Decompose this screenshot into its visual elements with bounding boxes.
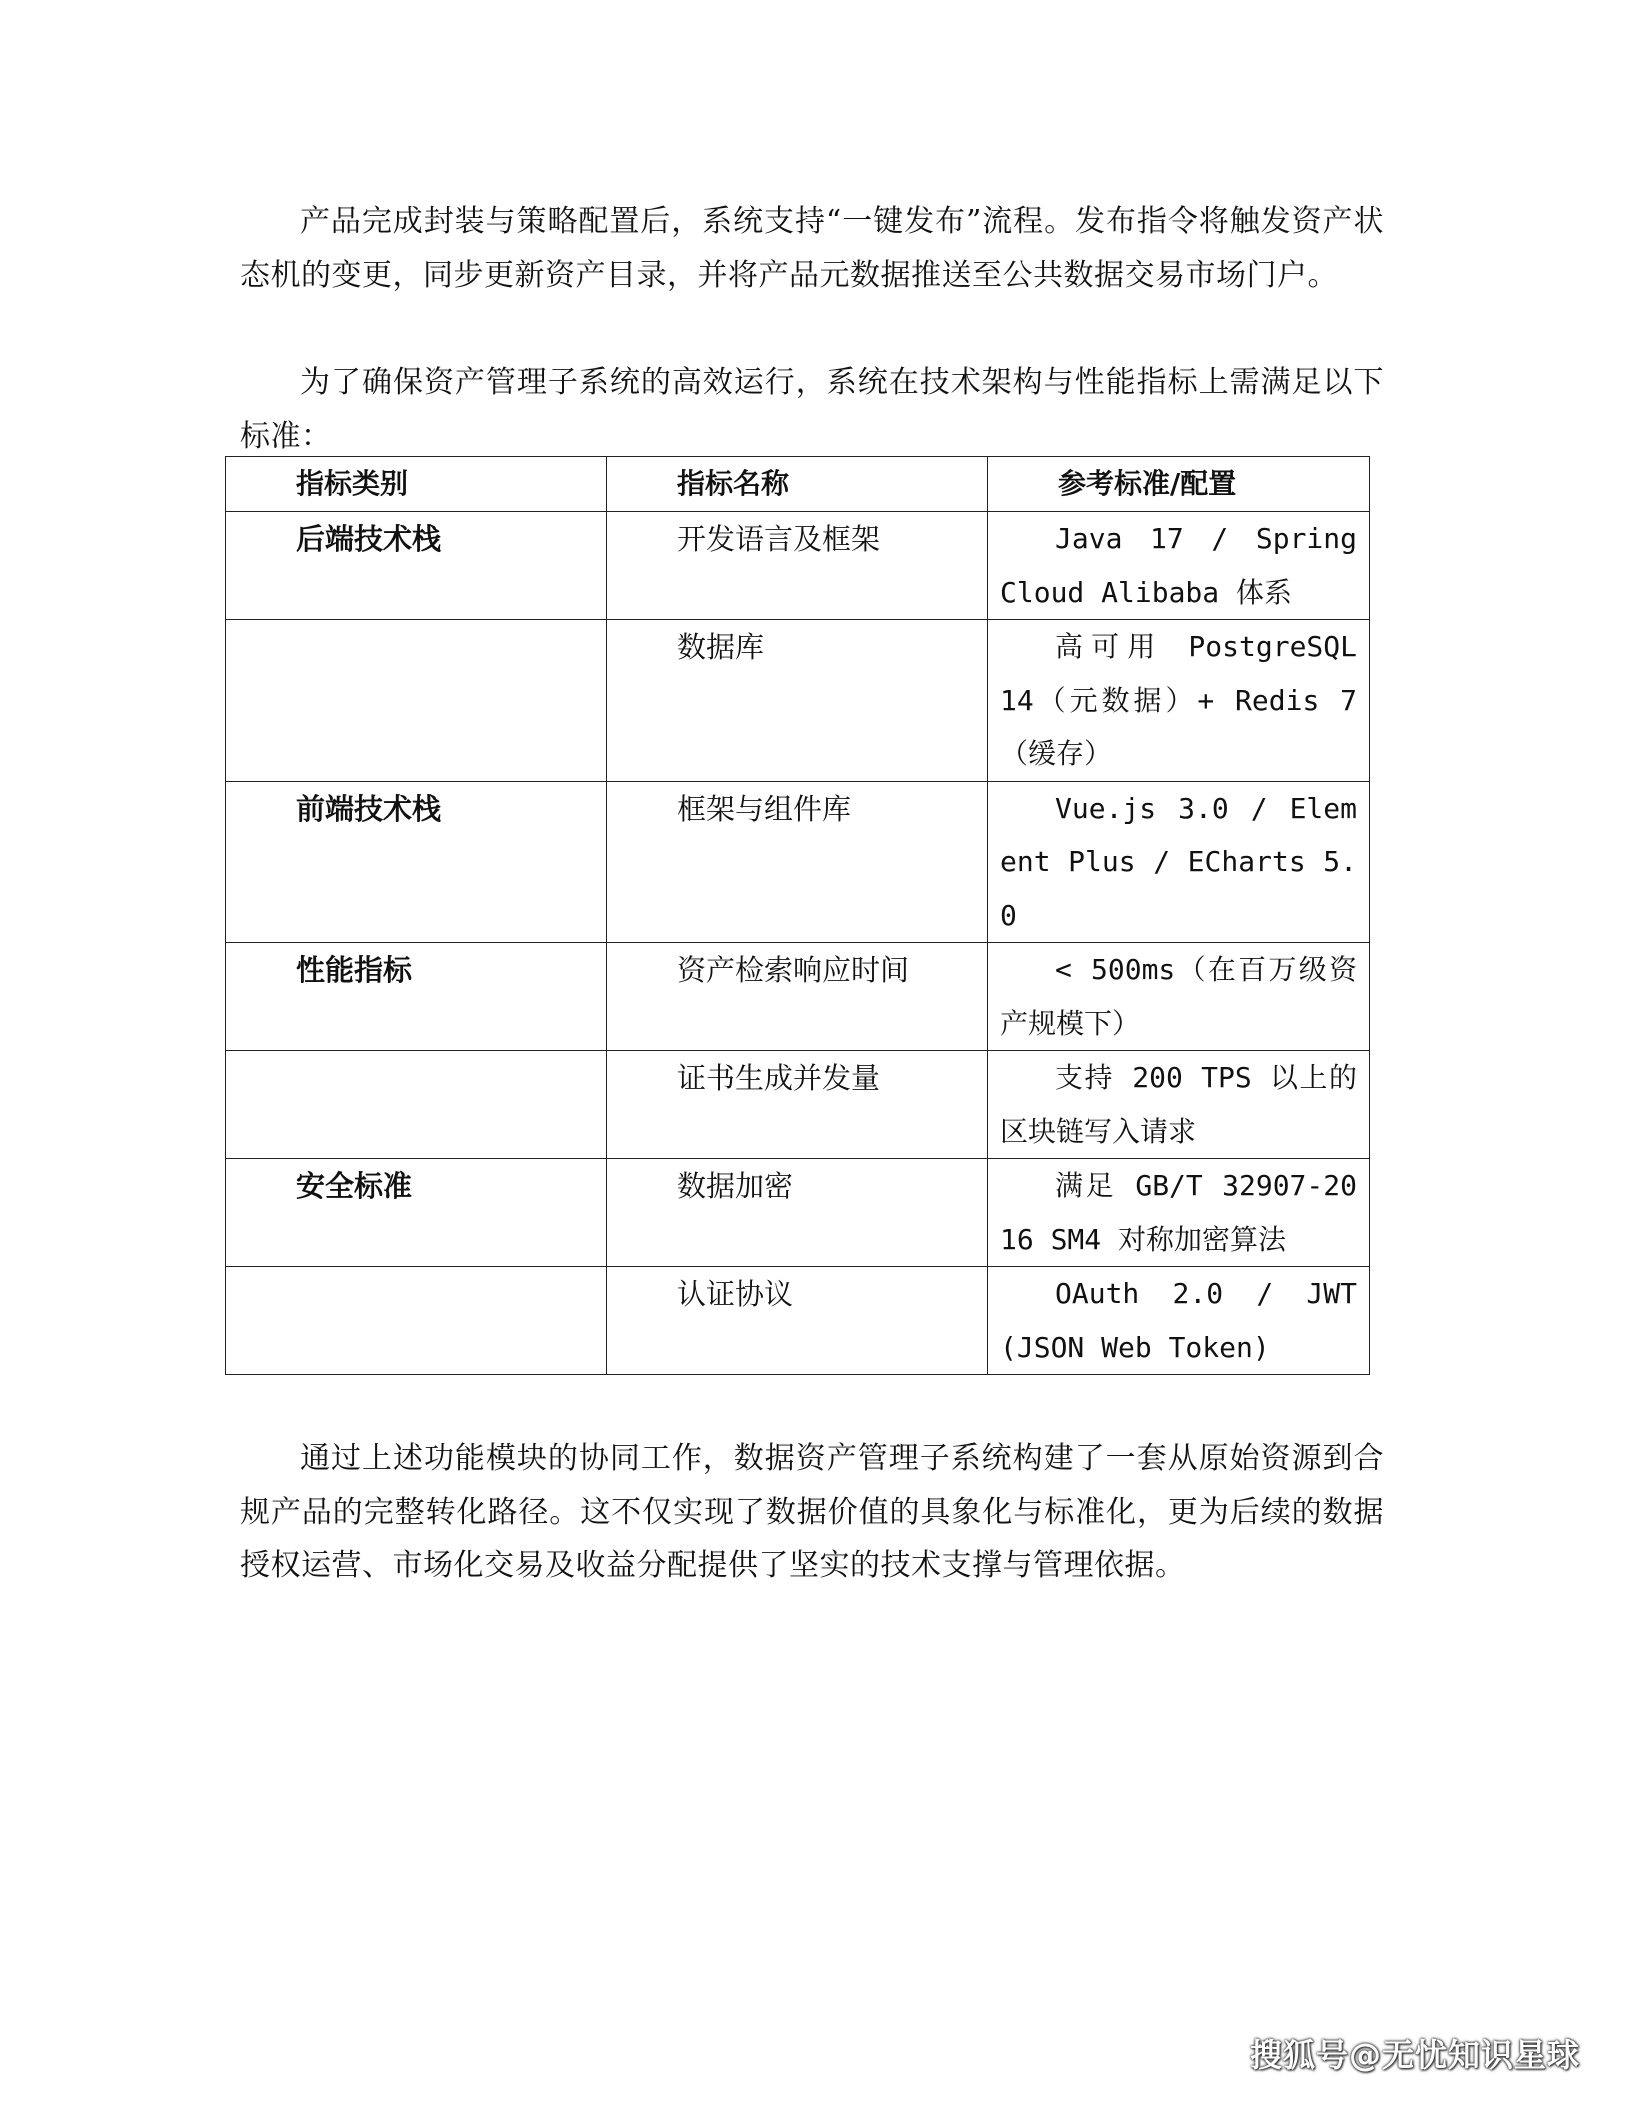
row-category	[226, 620, 607, 782]
table-row	[226, 781, 1370, 943]
row-standard: Vue.js 3.0 / Element Plus / ECharts 5.0	[988, 781, 1370, 943]
row-name: 框架与组件库	[607, 781, 988, 943]
table-row	[226, 1267, 1370, 1375]
table-row	[226, 1159, 1370, 1267]
row-standard: 满足 GB/T 32907-2016 SM4 对称加密算法	[988, 1159, 1370, 1267]
row-standard: 高可用 PostgreSQL 14（元数据）+ Redis 7（缓存）	[988, 620, 1370, 782]
row-standard: OAuth 2.0 / JWT (JSON Web Token)	[988, 1267, 1370, 1375]
watermark: 搜狐号@无忧知识星球	[1249, 2036, 1580, 2074]
intro-paragraph: 产品完成封装与策略配置后，系统支持“一键发布”流程。发布指令将触发资产状态机的变更，同步更新资产目录，并将产品元数据推送至公共数据交易市场门户。	[240, 204, 1384, 293]
table-row	[226, 943, 1370, 1051]
row-category: 性能指标	[226, 943, 607, 1051]
header-standard: 参考标准/配置	[988, 457, 1370, 512]
header-name: 指标名称	[607, 457, 988, 512]
row-name: 认证协议	[607, 1267, 988, 1375]
header-category: 指标类别	[226, 457, 607, 512]
row-name: 开发语言及框架	[607, 512, 988, 620]
row-category	[226, 1051, 607, 1159]
table-row	[226, 512, 1370, 620]
row-name: 数据加密	[607, 1159, 988, 1267]
row-category: 前端技术栈	[226, 781, 607, 943]
row-category: 安全标准	[226, 1159, 607, 1267]
table-header-row	[226, 457, 1370, 512]
table-row	[226, 620, 1370, 782]
row-name: 资产检索响应时间	[607, 943, 988, 1051]
row-category: 后端技术栈	[226, 512, 607, 620]
standards-table	[225, 456, 1370, 1375]
standards-lead-paragraph: 为了确保资产管理子系统的高效运行，系统在技术架构与性能指标上需满足以下标准：	[240, 365, 1384, 454]
row-name: 数据库	[607, 620, 988, 782]
row-standard: 支持 200 TPS 以上的区块链写入请求	[988, 1051, 1370, 1159]
row-standard: Java 17 / Spring Cloud Alibaba 体系	[988, 512, 1370, 620]
conclusion-paragraph: 通过上述功能模块的协同工作，数据资产管理子系统构建了一套从原始资源到合规产品的完整转化路径。这不仅实现了数据价值的具象化与标准化，更为后续的数据授权运营、市场化交易及收益分配提供了坚实的技术支撑与管理依据。	[240, 1441, 1384, 1583]
row-name: 证书生成并发量	[607, 1051, 988, 1159]
table-row	[226, 1051, 1370, 1159]
row-category	[226, 1267, 607, 1375]
row-standard: < 500ms（在百万级资产规模下）	[988, 943, 1370, 1051]
